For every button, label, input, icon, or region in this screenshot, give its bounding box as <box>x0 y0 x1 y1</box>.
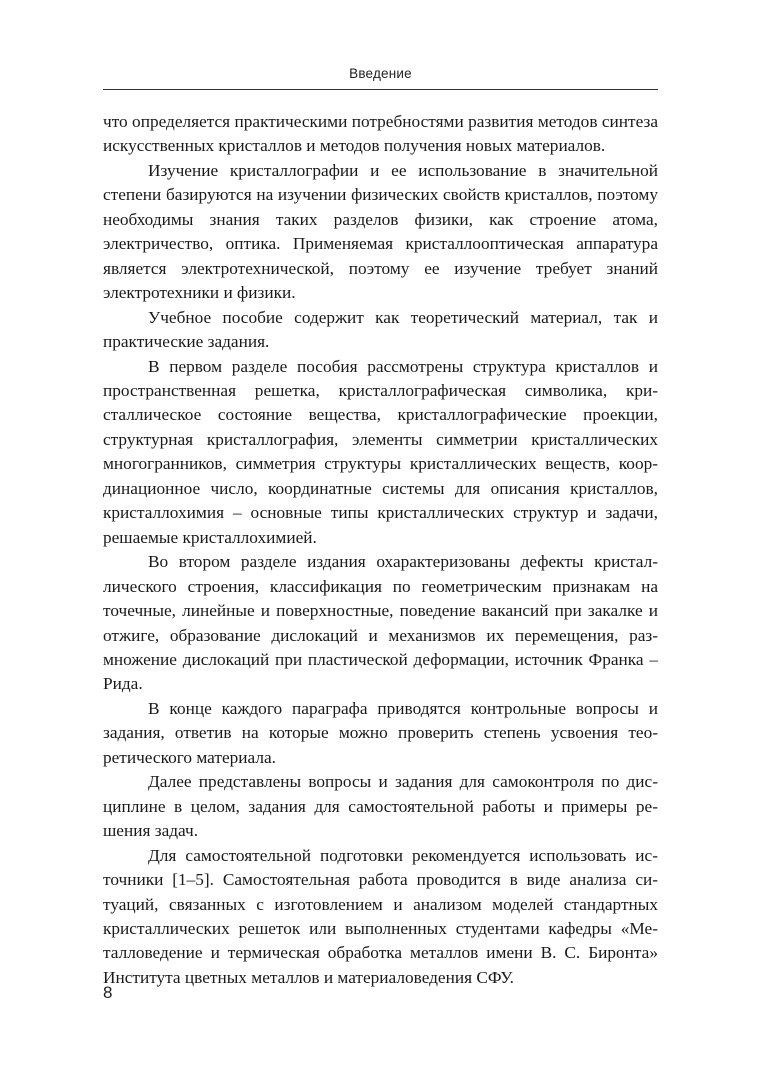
running-title: Введение <box>349 66 412 81</box>
paragraph-self-control: Далее представлены вопросы и задания для самоконтроля по дисциплине в целом, задания для самостоятельной работы и примеры решения задач. <box>103 772 658 841</box>
paragraph-textbook-contents: Учебное пособие содержит как теоретический материал, так и практические задания. <box>103 307 658 352</box>
body-text <box>103 110 658 990</box>
paragraph-continuation: что определяется практическими потребностями развития методов синтеза искусственных кристаллов и методов получения новых материалов. <box>103 112 658 156</box>
paragraph-first-section: В первом разделе пособия рассмотрены структура кристаллов и пространственная решетка, кристаллографическая символика, кристаллическое состояние вещества, кристаллографические проекции, структурная кристаллография, элементы симметрии кристаллических многогранников, симметрия структуры кристаллических веществ, координационное число, координатные системы для описания кристаллов, кристаллохимия – основные типы кристаллических структур и задачи, решаемые кристаллохимией. <box>103 356 658 547</box>
header-rule <box>103 89 658 90</box>
paragraph-control-questions: В конце каждого параграфа приводятся контрольные вопросы и задания, ответив на которые можно проверить степень усвоения теоретического материала. <box>103 698 658 767</box>
paragraph-self-study: Для самостоятельной подготовки рекомендуется использовать источники [1–5]. Самостоятельная работа проводится в виде анализа ситуаций, связанных с изготовлением и анализом моделей стандартных кристаллических решеток или выполненных студентами кафедры «Металловедение и термическая обработка металлов имени В. С. Биронта» Института цветных металлов и материаловедения СФУ. <box>103 845 658 987</box>
page-number: 8 <box>103 983 113 1002</box>
paragraph-second-section: Во втором разделе издания охарактеризованы дефекты кристаллического строения, классификация по геометрическим признакам на точечные, линейные и поверхностные, поведение вакансий при закалке и отжиге, образование дислокаций и механизмов их перемещения, размножение дислокаций при пластической деформации, источник Франка – Рида. <box>103 552 658 694</box>
paragraph-crystallography-physics: Изучение кристаллографии и ее использование в значительной степени базируются на изучении физических свойств кристаллов, поэтому необходимы знания таких разделов физики, как строение атома, электричество, оптика. Применяемая кристаллооптическая аппаратура является электротехнической, поэтому ее изучение требует знаний электротехники и физики. <box>103 160 658 303</box>
